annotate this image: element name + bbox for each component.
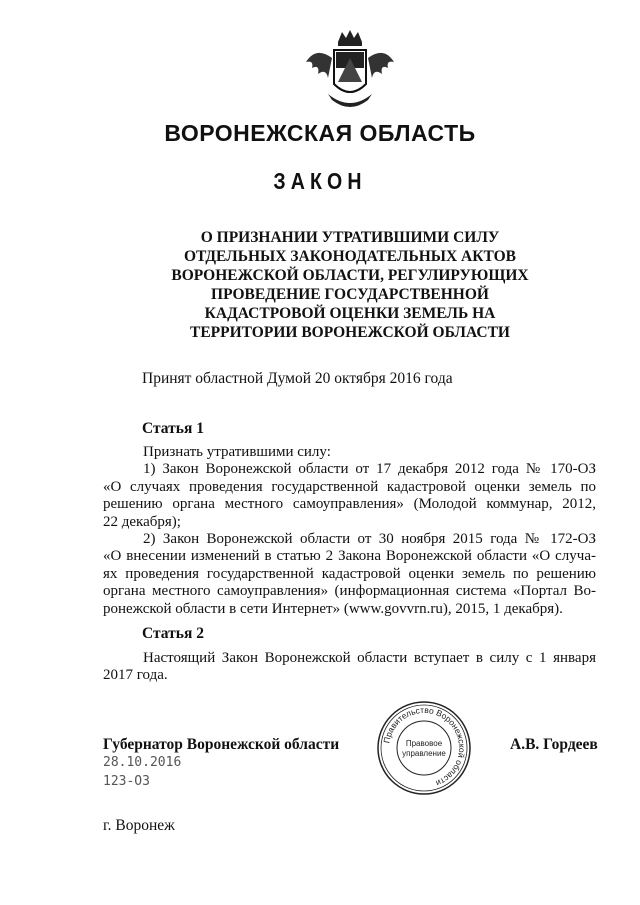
article-1-item-2-line: ронежской области в сети Интернет» (www.govvrn.ru), 2015, 1 декабря). [103, 600, 563, 617]
official-stamp [376, 700, 472, 796]
article-1-item-1-line: решению органа местного самоуправления» (Молодой коммунар, 2012, [103, 496, 596, 513]
law-number: 123-ОЗ [103, 774, 150, 789]
signing-city: г. Воронеж [103, 817, 175, 834]
signing-date: 28.10.2016 [103, 755, 182, 770]
article-1-heading: Статья 1 [142, 420, 204, 437]
article-1-item-1-line: 22 декабря); [103, 513, 181, 530]
article-1-item-1-line: 1) Закон Воронежской области от 17 декабря 2012 года № 170-ОЗ [143, 461, 596, 478]
article-2-heading: Статья 2 [142, 625, 204, 642]
law-title-line: ПРОВЕДЕНИЕ ГОСУДАРСТВЕННОЙ [211, 286, 489, 303]
stamp-center-line-2: управление [402, 749, 446, 758]
adoption-statement: Принят областной Думой 20 октября 2016 года [142, 370, 453, 387]
article-1-item-2-line: ях проведения государственной кадастровой оценки земель по решению [103, 565, 596, 582]
article-1-item-2-line: 2) Закон Воронежской области от 30 ноября 2015 года № 172-ОЗ [143, 531, 596, 548]
article-1-item-2-line: органа местного самоуправления» (информационная система «Портал Во- [103, 583, 596, 600]
document-type: ЗАКОН [273, 168, 367, 194]
article-2-line: 2017 года. [103, 667, 168, 684]
law-title-line: ТЕРРИТОРИИ ВОРОНЕЖСКОЙ ОБЛАСТИ [190, 324, 510, 341]
article-1-body [103, 444, 596, 618]
article-1-item-1-line: «О случаях проведения государственной кадастровой оценки земель по [103, 478, 596, 495]
region-name: ВОРОНЕЖСКАЯ ОБЛАСТЬ [164, 120, 476, 146]
law-title-line: ВОРОНЕЖСКОЙ ОБЛАСТИ, РЕГУЛИРУЮЩИХ [171, 267, 529, 284]
stamp-ring-text: Правительство Воронежской области [381, 704, 468, 789]
article-1-item-2-line: «О внесении изменений в статью 2 Закона Воронежской области «О случа- [103, 548, 596, 565]
law-title-line: ОТДЕЛЬНЫХ ЗАКОНОДАТЕЛЬНЫХ АКТОВ [183, 248, 517, 265]
coat-of-arms-emblem [302, 28, 398, 112]
article-2-body [103, 650, 596, 685]
signatory-position: Губернатор Воронежской области [103, 736, 340, 753]
signatory-name: А.В. Гордеев [510, 736, 598, 753]
stamp-center-line-1: Правовое [405, 739, 443, 748]
law-title-line: КАДАСТРОВОЙ ОЦЕНКИ ЗЕМЕЛЬ НА [204, 305, 496, 322]
article-2-line: Настоящий Закон Воронежской области вступает в силу с 1 января [143, 650, 596, 666]
law-title [120, 228, 580, 342]
law-title-line: О ПРИЗНАНИИ УТРАТИВШИМИ СИЛУ [200, 229, 500, 246]
article-1-intro: Признать утратившими силу: [143, 444, 331, 460]
